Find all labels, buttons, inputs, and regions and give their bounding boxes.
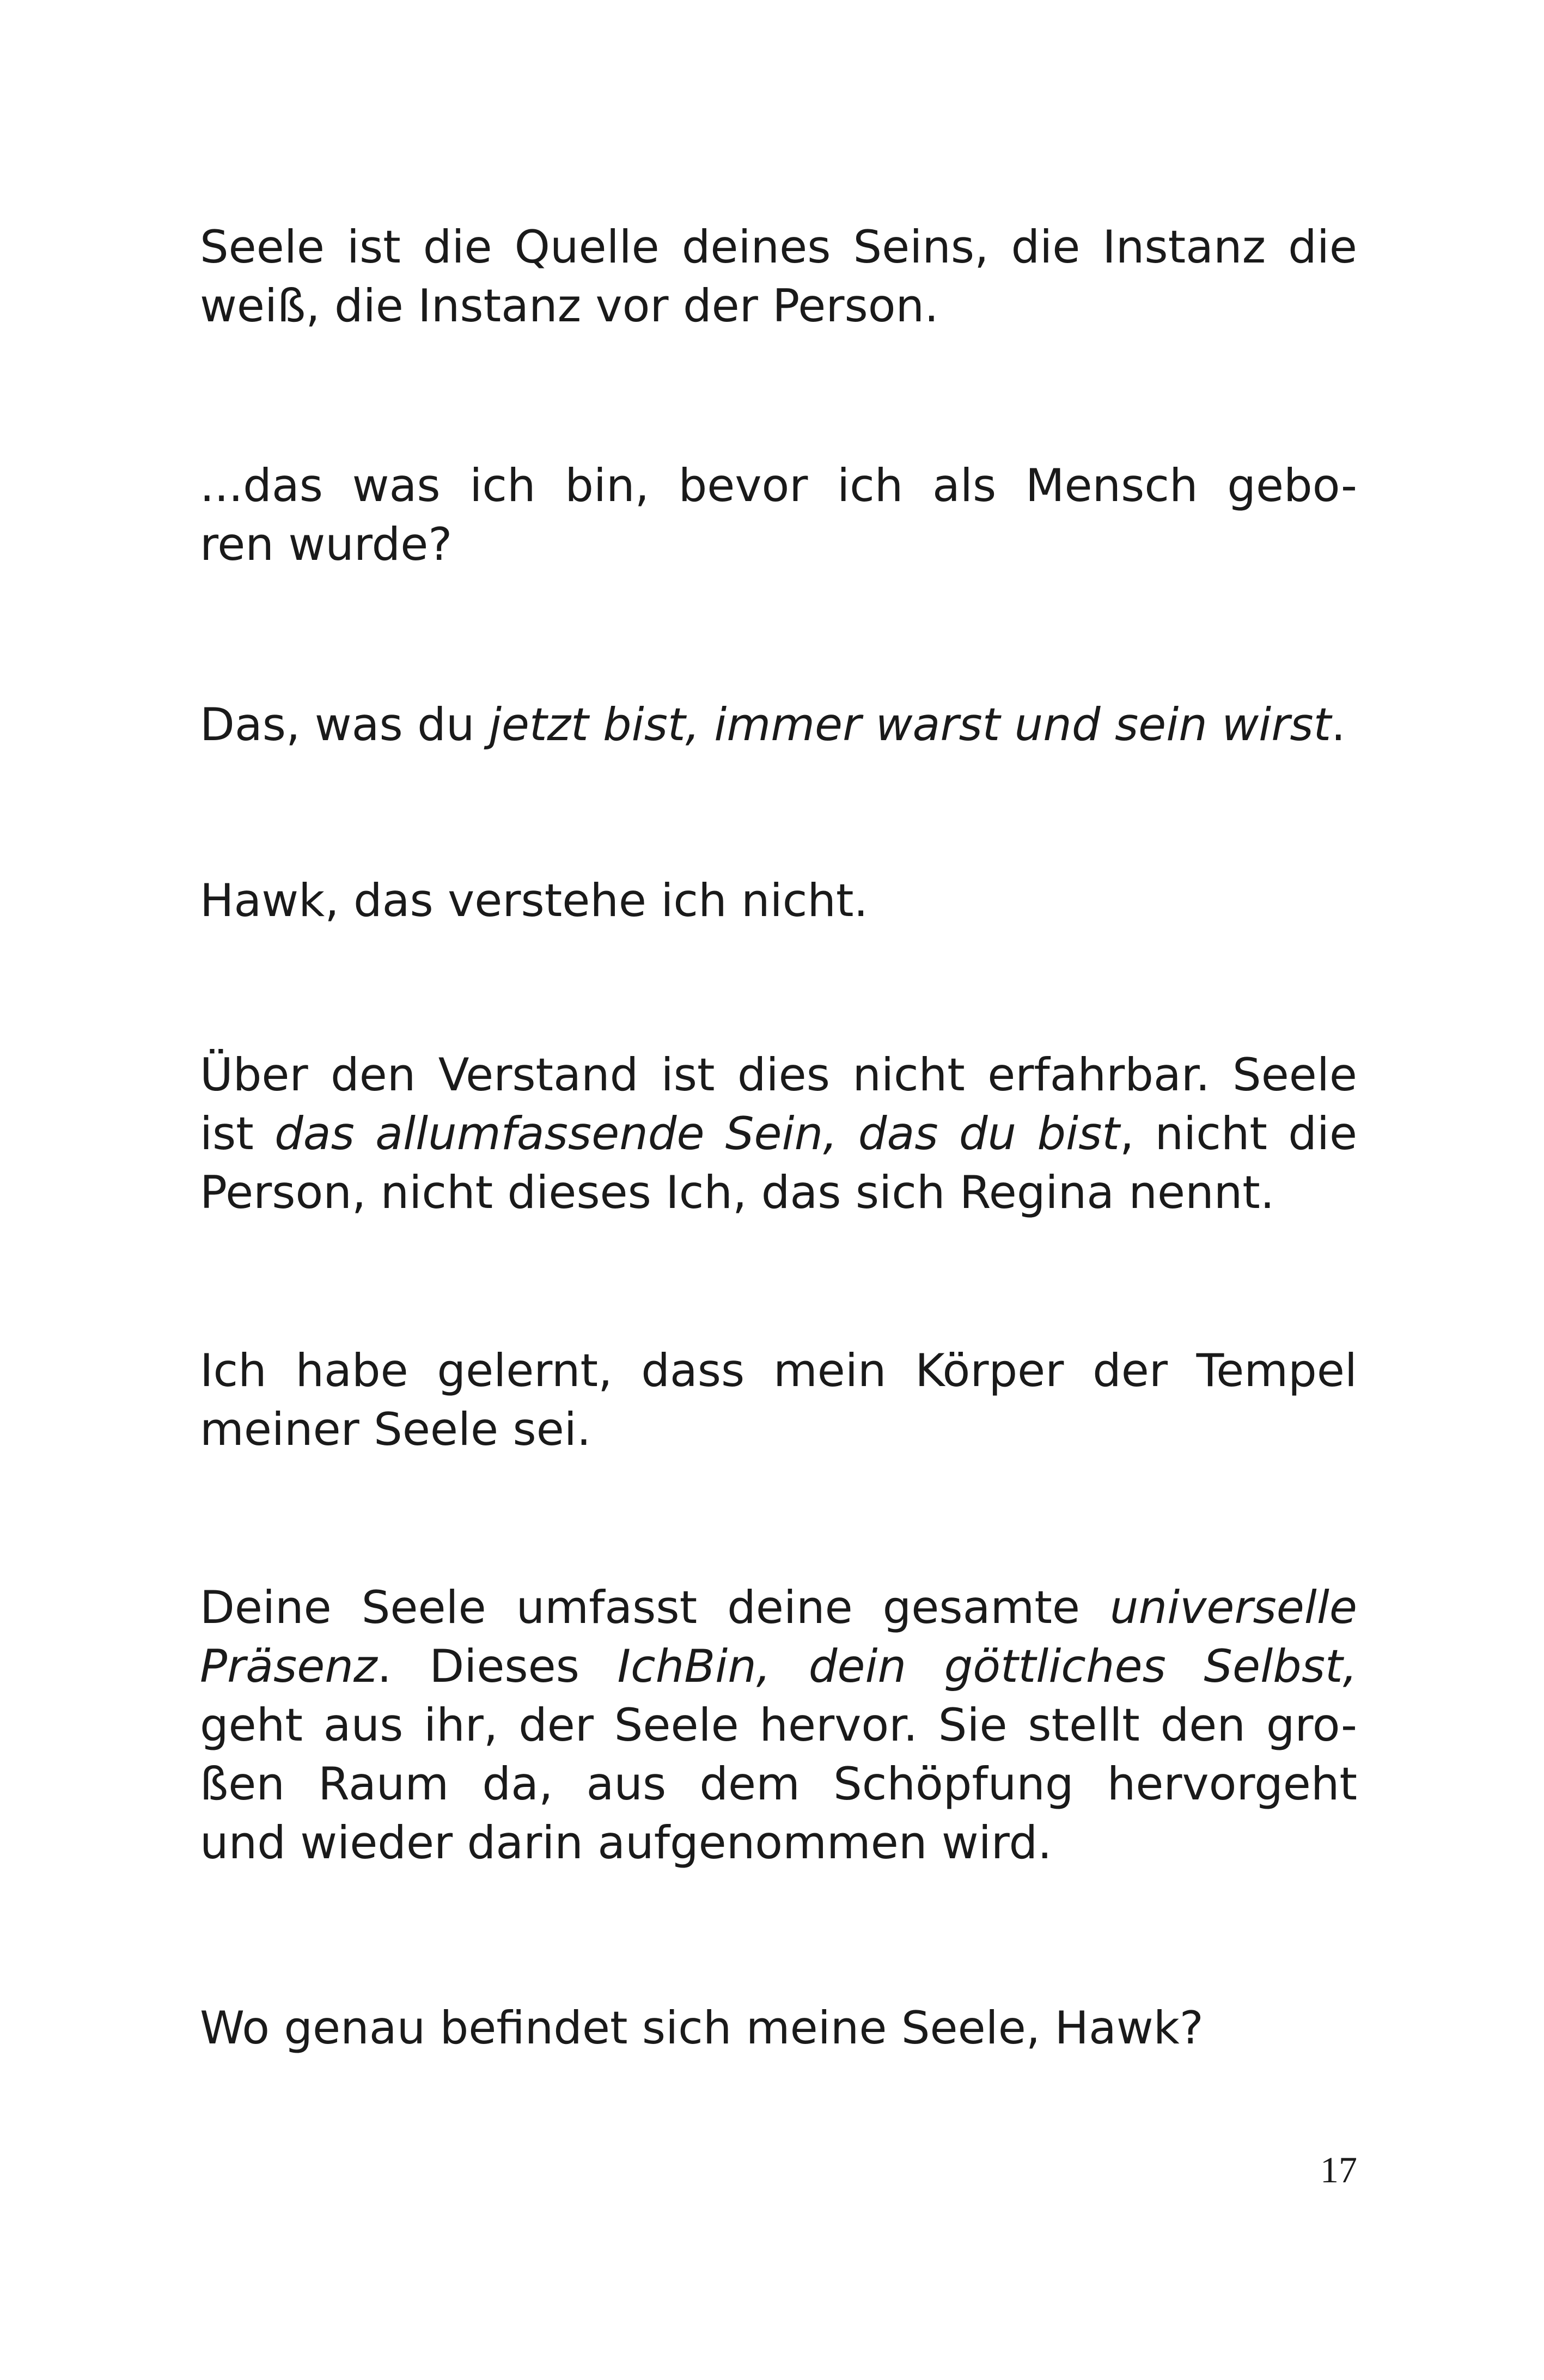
text-line: Über den Verstand ist dies nicht erfahrbar. Seele bbox=[200, 1048, 1357, 1101]
page-number: 17 bbox=[1320, 2149, 1357, 2190]
paragraph-1 bbox=[200, 218, 1357, 335]
text-line: meiner Seele sei. bbox=[200, 1403, 591, 1456]
text-line: geht aus ihr, der Seele hervor. Sie stellt den gro- bbox=[200, 1699, 1357, 1752]
italic-run: Präsenz bbox=[200, 1640, 377, 1693]
text-run: Das, was du bbox=[200, 698, 489, 751]
paragraph-3 bbox=[200, 695, 1357, 754]
text-line: ren wurde? bbox=[200, 518, 453, 571]
paragraph-8 bbox=[200, 1999, 1357, 2058]
text-line: ...das was ich bin, bevor ich als Mensch gebo- bbox=[200, 459, 1357, 512]
text-line bbox=[200, 695, 1357, 754]
text-run: , nicht die bbox=[1119, 1107, 1358, 1160]
italic-run: das allumfassende Sein, das du bist bbox=[274, 1107, 1120, 1160]
text-run: ist bbox=[200, 1107, 275, 1160]
text-line: Person, nicht dieses Ich, das sich Regina nennt. bbox=[200, 1166, 1275, 1219]
paragraph-4 bbox=[200, 871, 1357, 930]
italic-run: jetzt bist, immer warst und sein wirst bbox=[489, 698, 1332, 751]
text-line: Ich habe gelernt, dass mein Körper der Tempel bbox=[200, 1344, 1357, 1397]
text-line: ßen Raum da, aus dem Schöpfung hervorgeht bbox=[200, 1757, 1357, 1810]
italic-run: universelle bbox=[1109, 1581, 1357, 1634]
italic-run: IchBin, dein göttliches Selbst, bbox=[617, 1640, 1357, 1693]
paragraph-2 bbox=[200, 456, 1357, 574]
text-line: Hawk, das verstehe ich nicht. bbox=[200, 874, 868, 927]
text-line: weiß, die Instanz vor der Person. bbox=[200, 279, 939, 332]
text-line: und wieder darin aufgenommen wird. bbox=[200, 1816, 1052, 1869]
text-line bbox=[200, 1104, 1357, 1163]
text-line: Wo genau befindet sich meine Seele, Hawk? bbox=[200, 2001, 1204, 2054]
text-run: . Dieses bbox=[377, 1640, 618, 1693]
text-run: Deine Seele umfasst deine gesamte bbox=[200, 1581, 1110, 1634]
paragraph-6 bbox=[200, 1341, 1357, 1459]
text-line bbox=[200, 1578, 1357, 1637]
paragraph-5 bbox=[200, 1046, 1357, 1222]
text-line bbox=[200, 1637, 1357, 1696]
paragraph-7 bbox=[200, 1578, 1357, 1872]
text-run: . bbox=[1331, 698, 1346, 751]
text-line: Seele ist die Quelle deines Seins, die Instanz die bbox=[200, 221, 1357, 273]
